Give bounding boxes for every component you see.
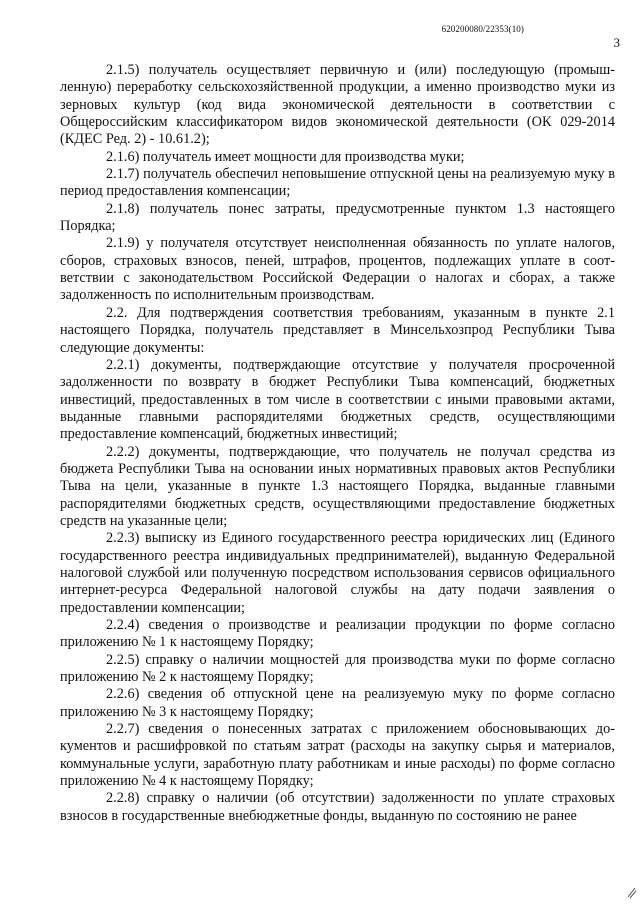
paragraph-2-2-8: 2.2.8) справку о наличии (об отсутствии) задолженности по уплате страховых взносов в государственные внебюджетные фонды, выданную по состоянию не ранее — [60, 790, 615, 824]
body-text — [60, 62, 615, 825]
paragraph-2-2-7: 2.2.7) сведения о понесенных затратах с приложением обосновывающих документов и расшифровкой по статьям затрат (расходы на закупку сырья и материалов, коммунальные услуги, заработную плату работникам и иные расходы) по форме согласно приложению № 4 к настоящему Порядку; — [60, 721, 615, 790]
paragraph-2-1-8: 2.1.8) получатель понес затраты, предусмотренные пунктом 1.3 настоящего Порядка; — [60, 200, 615, 235]
paragraph-2-1-7: 2.1.7) получатель обеспечил неповышение отпускной цены на реализуемую муку в период предоставления компенсации; — [60, 166, 615, 200]
paragraph-2-2-1: 2.2.1) документы, подтверждающие отсутствие у получателя просроченной задолженности по возврату в бюджет Республики Тыва компенсаций, бюджетных инвестиций, предоставленных в том числе в соответствии с иными правовыми актами, выданные главными распорядителями бюджетных средств, осуществляющими предоставление компенсаций, бюджетных инвестиций; — [60, 356, 615, 443]
paragraph-2-2-2: 2.2.2) документы, подтверждающие, что получатель не получал средства из бюджета Республики Тыва на основании иных нормативных правовых актов Республики Тыва на цели, указанные в пункте 1.3 настоящего Порядка, выданные главными распорядителями бюджетных средств, осуществляющими предоставление бюджетных средств на указанные цели; — [60, 443, 615, 529]
document-code: 620200080/22353(10) — [441, 24, 524, 34]
scan-mark-icon — [626, 885, 638, 899]
paragraph-2-2-3: 2.2.3) выписку из Единого государственного реестра юридических лиц (Единого государственного реестра индивидуальных предпринимателей), выданную Федеральной налоговой службой или полученную посредством использования сервисов официального интернет-ресурса Федеральной налоговой службы на дату подачи заявления о предоставлении компенсации; — [60, 530, 615, 616]
paragraph-2-2: 2.2. Для подтверждения соответствия требованиям, указанным в пункте 2.1 настоящего Порядка, получатель представляет в Минсельхозпрод Республики Тыва следующие документы: — [60, 304, 615, 356]
page-number: 3 — [613, 35, 620, 50]
paragraph-2-1-6: 2.1.6) получатель имеет мощности для производства муки; — [106, 148, 465, 165]
paragraph-2-1-5: 2.1.5) получатель осуществляет первичную и (или) последующую (промышленную) переработку сельскохозяйственной продукции, а именно производство муки из зерновых культур (код вида экономической деятельности в соответствии с Общероссийским классификатором видов экономической деятельности (ОК 029-2014 (КДЕС Ред. 2) - 10.61.2); — [60, 62, 615, 148]
paragraph-2-2-4: 2.2.4) сведения о производстве и реализации продукции по форме согласно приложению № 1 к настоящему Порядку; — [60, 617, 615, 651]
paragraph-2-2-6: 2.2.6) сведения об отпускной цене на реализуемую муку по форме согласно приложению № 3 к настоящему Порядку; — [60, 686, 615, 720]
paragraph-2-1-9: 2.1.9) у получателя отсутствует неисполненная обязанность по уплате налогов, сборов, страховых взносов, пеней, штрафов, процентов, подлежащих уплате в соответствии с законодательством Российской Федерации о налогах и сборах, а также задолженность по исполнительным производствам. — [60, 235, 615, 304]
paragraph-2-2-5: 2.2.5) справку о наличии мощностей для производства муки по форме согласно приложению № 2 к настоящему Порядку; — [60, 651, 615, 686]
